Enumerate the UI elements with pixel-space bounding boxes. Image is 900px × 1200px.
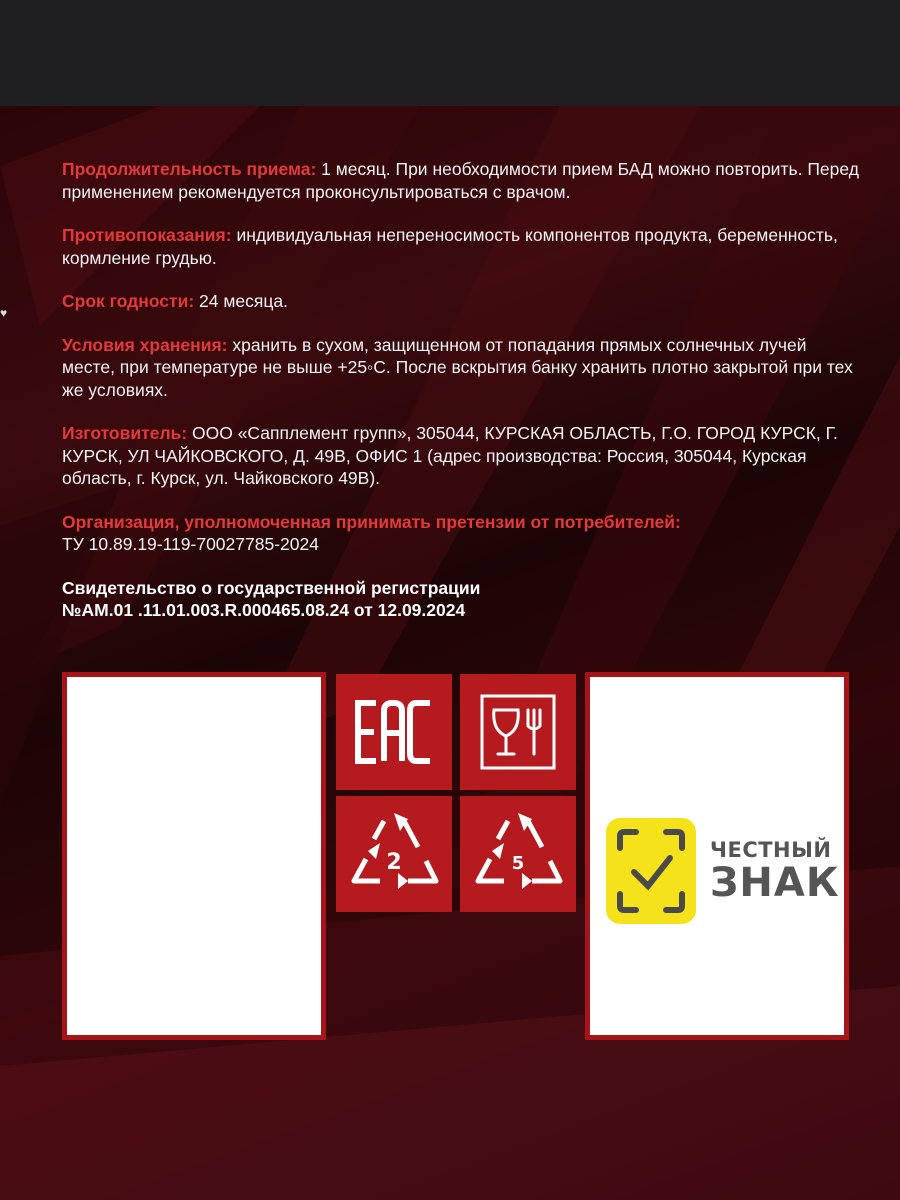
top-bar	[0, 0, 900, 106]
chestny-znak-line2: ЗНАК	[710, 860, 840, 906]
glass-fork-icon	[478, 692, 558, 772]
certificate-line2: №AM.01 .11.01.003.R.000465.08.24 от 12.09.2024	[62, 600, 466, 620]
manufacturer-paragraph	[62, 422, 862, 490]
contraindications-paragraph	[62, 224, 862, 269]
food-contact-tile	[460, 674, 576, 790]
recycle-2-number: 2	[386, 850, 402, 875]
duration-text: 1 месяц. При необходимости прием БАД можно повторить. Перед применением рекомендуется проконсультироваться с врачом.	[62, 159, 859, 202]
manufacturer-label: Изготовитель:	[62, 423, 188, 443]
recycle-2-icon	[346, 809, 442, 899]
shelf-life-label: Срок годности:	[62, 291, 195, 311]
recycle-5-tile	[460, 796, 576, 912]
eac-mark-icon	[354, 697, 434, 767]
heart-icon: ♥	[0, 306, 8, 320]
eac-text: EAC	[394, 737, 397, 738]
organization-label: Организация, уполномоченная принимать претензии от потребителей:	[62, 511, 681, 532]
eac-tile	[336, 674, 452, 790]
certificate-paragraph	[62, 577, 862, 622]
recycle-2-tile	[336, 796, 452, 912]
shelf-life-text: 24 месяца.	[194, 291, 288, 311]
duration-label: Продолжительность приема:	[62, 159, 317, 179]
storage-text: хранить в сухом, защищенном от попадания прямых солнечных лучей месте, при температуре не выше +25◦С. После вскрытия банку хранить плотно закрытой при тех же условиях.	[62, 334, 853, 400]
shelf-life-paragraph	[62, 290, 862, 313]
chestny-znak-line1: ЧЕСТНЫЙ	[710, 838, 832, 862]
left-blank-panel	[62, 672, 326, 1040]
storage-paragraph	[62, 334, 862, 402]
certificate-line1: Свидетельство о государственной регистрации	[62, 577, 481, 598]
product-info	[62, 158, 862, 643]
storage-label: Условия хранения:	[62, 334, 228, 355]
organization-text: ТУ 10.89.19-119-70027785-2024	[62, 534, 319, 554]
contraindications-label: Противопоказания:	[62, 225, 232, 245]
recycle-5-icon	[470, 809, 566, 899]
contraindications-text: индивидуальная непереносимость компонентов продукта, беременность, кормление грудью.	[62, 225, 838, 268]
manufacturer-text: ООО «Сапплемент групп», 305044, КУРСКАЯ ОБЛАСТЬ, Г.О. ГОРОД КУРСК, Г. КУРСК, УЛ ЧАЙКОВСКОГО, Д. 49В, ОФИС 1 (адрес производства: Россия, 305044, Курская область, г. Курск, ул. Чайковского 49В).	[62, 423, 838, 488]
duration-paragraph	[62, 158, 862, 203]
recycle-5-number: 5	[511, 853, 525, 874]
chestny-znak-logo-icon	[606, 818, 696, 924]
organization-paragraph	[62, 511, 862, 556]
